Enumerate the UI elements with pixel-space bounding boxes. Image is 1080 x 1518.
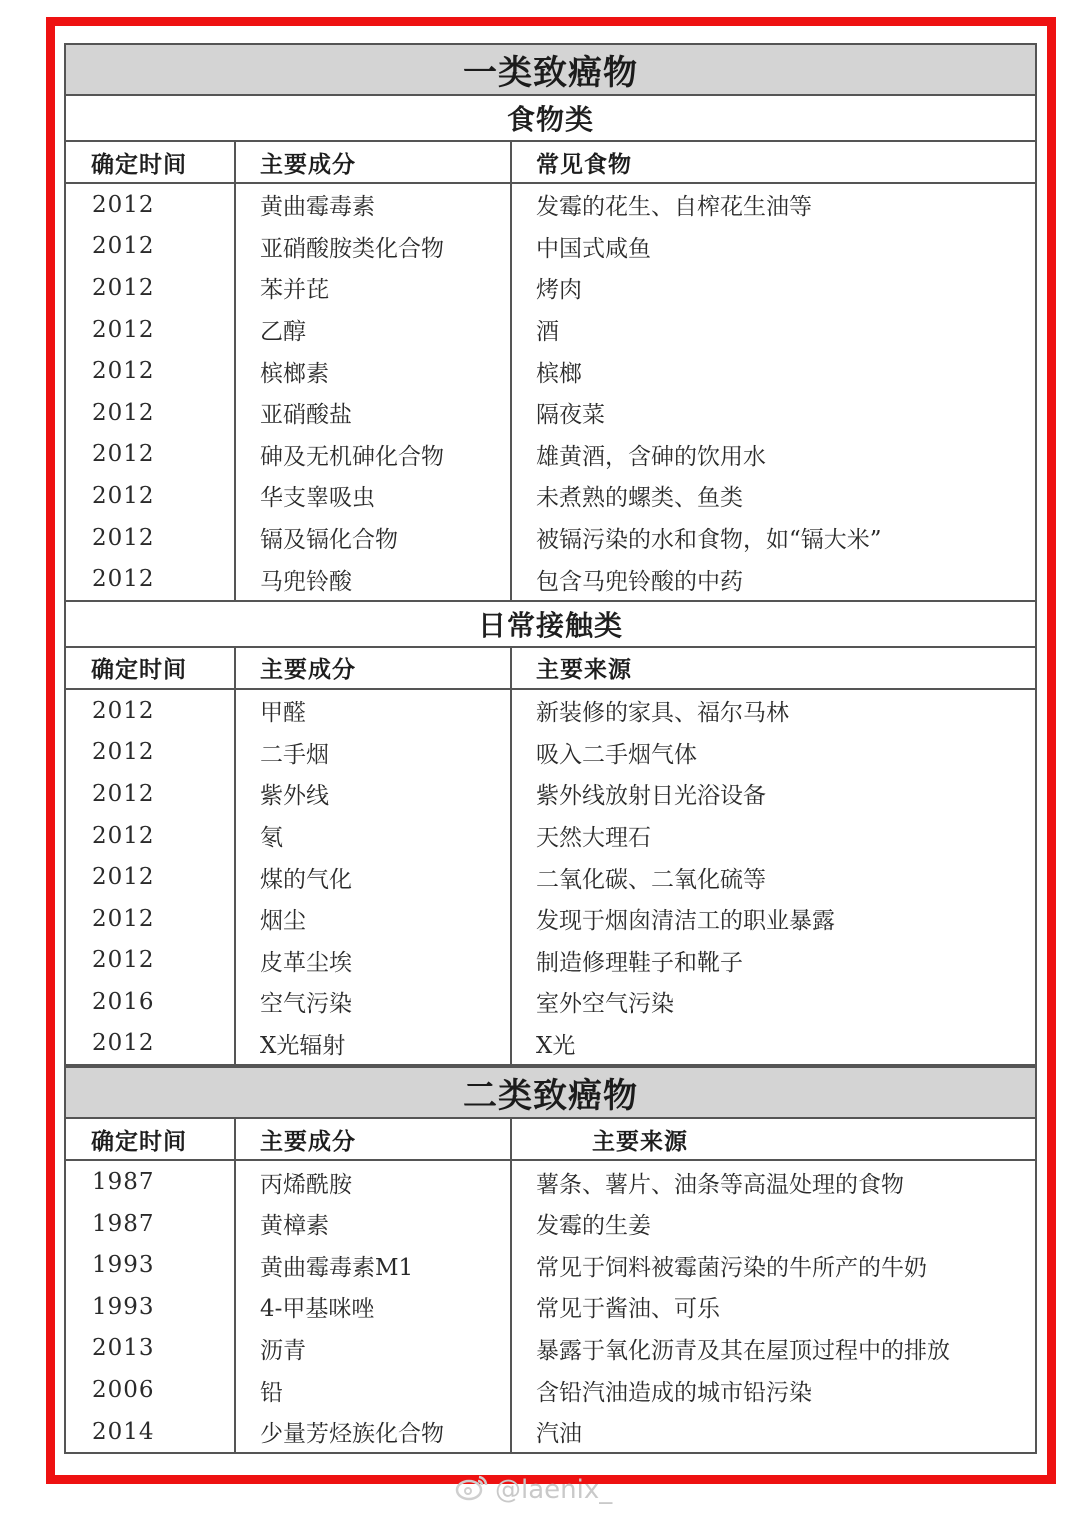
- source-cell: 紫外线放射日光浴设备: [536, 783, 766, 810]
- year-cell: 1987: [92, 1210, 155, 1237]
- daily-col-component: [234, 648, 510, 1064]
- component-cell: 紫外线: [260, 783, 329, 810]
- component-cell: 铅: [260, 1379, 283, 1406]
- component-cell: 砷及无机砷化合物: [260, 443, 444, 470]
- year-cell: 2012: [92, 399, 155, 426]
- source-cell: 常见于饲料被霉菌污染的牛所产的牛奶: [536, 1254, 927, 1281]
- year-cell: 2012: [92, 864, 155, 891]
- source-cell: 发现于烟囱清洁工的职业暴露: [536, 908, 835, 935]
- source-cell: 隔夜菜: [536, 402, 605, 429]
- year-cell: 2012: [92, 274, 155, 301]
- year-cell: 1993: [92, 1293, 155, 1320]
- source-cell: 汽油: [536, 1421, 582, 1448]
- year-cell: 2012: [92, 697, 155, 724]
- food-col-time: [66, 142, 234, 600]
- group2-col-time: [66, 1119, 234, 1452]
- component-cell: 槟榔素: [260, 360, 329, 387]
- component-cell: 煤的气化: [260, 866, 352, 893]
- column-header: 主要来源: [512, 648, 1035, 690]
- component-cell: 黄曲霉毒素: [260, 194, 375, 221]
- component-cell: 沥青: [260, 1337, 306, 1364]
- source-cell: 新装修的家具、福尔马林: [536, 700, 789, 727]
- component-cell: 氡: [260, 825, 283, 852]
- component-cell: 黄曲霉毒素M1: [260, 1254, 414, 1281]
- watermark-text: @laenix_: [495, 1475, 613, 1505]
- year-cell: 2012: [92, 566, 155, 593]
- year-cell: 1987: [92, 1169, 155, 1196]
- source-cell: X光: [536, 1032, 576, 1059]
- source-cell: 发霉的生姜: [536, 1213, 651, 1240]
- year-cell: 2016: [92, 988, 155, 1015]
- component-cell: 黄樟素: [260, 1213, 329, 1240]
- year-cell: 2012: [92, 780, 155, 807]
- column-header: 主要成分: [236, 1119, 510, 1161]
- group2-col-source: [510, 1119, 1035, 1452]
- column-header: 主要成分: [236, 648, 510, 690]
- component-cell: 4-甲基咪唑: [260, 1296, 375, 1323]
- column-header: 确定时间: [66, 1119, 234, 1161]
- group2-col-component: [234, 1119, 510, 1452]
- source-cell: 被镉污染的水和食物，如“镉大米”: [536, 527, 882, 554]
- component-cell: 华支睾吸虫: [260, 485, 375, 512]
- source-cell: 室外空气污染: [536, 991, 674, 1018]
- food-section-title: 食物类: [64, 96, 1037, 142]
- year-cell: 2012: [92, 441, 155, 468]
- source-cell: 二氧化碳、二氧化硫等: [536, 866, 766, 893]
- column-header: 主要来源: [512, 1119, 1035, 1161]
- daily-col-source: [510, 648, 1035, 1064]
- year-cell: 2013: [92, 1335, 155, 1362]
- component-cell: 少量芳烃族化合物: [260, 1421, 444, 1448]
- component-cell: 空气污染: [260, 991, 352, 1018]
- source-cell: 未煮熟的螺类、鱼类: [536, 485, 743, 512]
- component-cell: 亚硝酸盐: [260, 402, 352, 429]
- year-cell: 2012: [92, 191, 155, 218]
- source-cell: 薯条、薯片、油条等高温处理的食物: [536, 1171, 904, 1198]
- component-cell: 甲醛: [260, 700, 306, 727]
- component-cell: 烟尘: [260, 908, 306, 935]
- weibo-icon: [455, 1473, 489, 1508]
- daily-section-title: 日常接触类: [64, 602, 1037, 648]
- source-cell: 雄黄酒，含砷的饮用水: [536, 443, 766, 470]
- carcinogen-table: [64, 43, 1037, 1454]
- component-cell: 马兜铃酸: [260, 568, 352, 595]
- component-cell: 二手烟: [260, 741, 329, 768]
- food-col-component: [234, 142, 510, 600]
- source-cell: 吸入二手烟气体: [536, 741, 697, 768]
- year-cell: 2012: [92, 482, 155, 509]
- source-cell: 天然大理石: [536, 825, 651, 852]
- year-cell: 2012: [92, 822, 155, 849]
- food-col-source: [510, 142, 1035, 600]
- column-header: 确定时间: [66, 648, 234, 690]
- year-cell: 2012: [92, 947, 155, 974]
- year-cell: 2006: [92, 1377, 155, 1404]
- source-cell: 中国式咸鱼: [536, 235, 651, 262]
- source-cell: 含铅汽油造成的城市铅污染: [536, 1379, 812, 1406]
- food-table: [64, 142, 1037, 602]
- column-header: 确定时间: [66, 142, 234, 184]
- component-cell: 丙烯酰胺: [260, 1171, 352, 1198]
- group1-title: 一类致癌物: [64, 43, 1037, 96]
- component-cell: 镉及镉化合物: [260, 527, 398, 554]
- year-cell: 2014: [92, 1418, 155, 1445]
- source-cell: 烤肉: [536, 277, 582, 304]
- watermark: [455, 1472, 612, 1508]
- year-cell: 2012: [92, 1030, 155, 1057]
- group2-title: 二类致癌物: [64, 1066, 1037, 1119]
- year-cell: 2012: [92, 233, 155, 260]
- component-cell: 苯并芘: [260, 277, 329, 304]
- column-header: 主要成分: [236, 142, 510, 184]
- component-cell: 皮革尘埃: [260, 949, 352, 976]
- year-cell: 2012: [92, 524, 155, 551]
- component-cell: 乙醇: [260, 319, 306, 346]
- year-cell: 2012: [92, 905, 155, 932]
- source-cell: 发霉的花生、自榨花生油等: [536, 194, 812, 221]
- source-cell: 暴露于氧化沥青及其在屋顶过程中的排放: [536, 1337, 950, 1364]
- source-cell: 槟榔: [536, 360, 582, 387]
- year-cell: 1993: [92, 1252, 155, 1279]
- source-cell: 包含马兜铃酸的中药: [536, 568, 743, 595]
- component-cell: X光辐射: [260, 1032, 346, 1059]
- year-cell: 2012: [92, 316, 155, 343]
- component-cell: 亚硝酸胺类化合物: [260, 235, 444, 262]
- daily-table: [64, 648, 1037, 1066]
- source-cell: 常见于酱油、可乐: [536, 1296, 720, 1323]
- source-cell: 制造修理鞋子和靴子: [536, 949, 743, 976]
- group2-table: [64, 1119, 1037, 1454]
- daily-col-time: [66, 648, 234, 1064]
- source-cell: 酒: [536, 319, 559, 346]
- column-header: 常见食物: [512, 142, 1035, 184]
- year-cell: 2012: [92, 358, 155, 385]
- year-cell: 2012: [92, 739, 155, 766]
